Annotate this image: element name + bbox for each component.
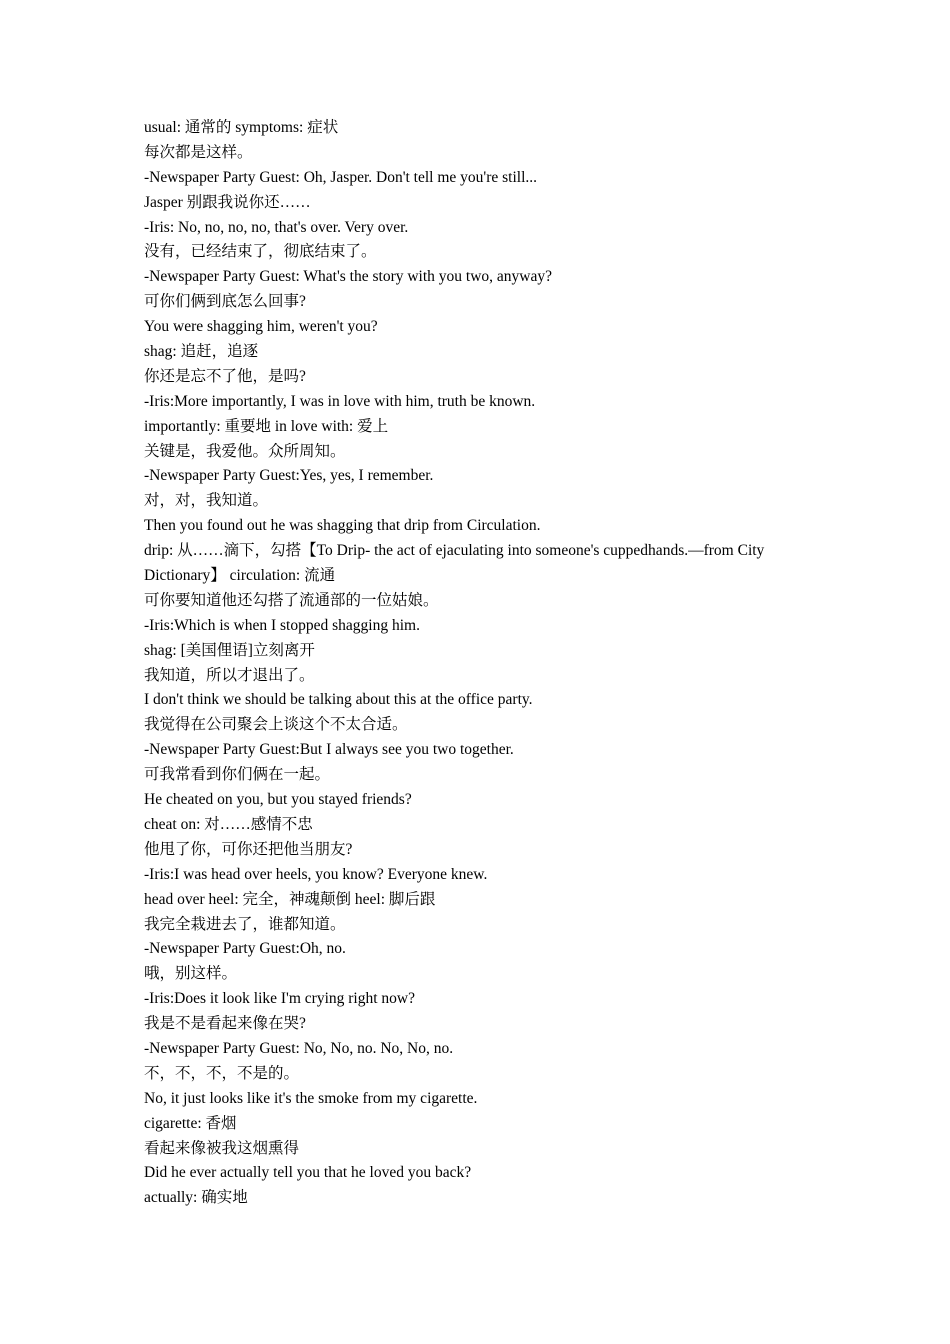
text-line: -Newspaper Party Guest:Oh, no. — [144, 940, 346, 958]
text-line: 看起来像被我这烟熏得 — [144, 1139, 300, 1157]
text-line: cigarette: 香烟 — [144, 1114, 237, 1132]
text-line: -Newspaper Party Guest: Oh, Jasper. Don't tell me you're still... — [144, 168, 538, 186]
text-line: I don't think we should be talking about this at the office party. — [144, 691, 533, 709]
text-line: -Newspaper Party Guest:But I always see you two together. — [144, 741, 514, 759]
text-line: -Iris:Does it look like I'm crying right now? — [144, 990, 415, 1008]
text-line: importantly: 重要地 in love with: 爱上 — [144, 417, 389, 435]
text-line: He cheated on you, but you stayed friends? — [144, 791, 412, 809]
text-line: shag: 追赶，追逐 — [144, 343, 259, 361]
text-line: -Iris:I was head over heels, you know? Everyone knew. — [144, 865, 488, 883]
text-line: -Iris: No, no, no, no, that's over. Very over. — [144, 218, 409, 236]
text-line: 每次都是这样。 — [144, 143, 253, 161]
text-line: 我是不是看起来像在哭? — [144, 1015, 306, 1033]
text-line: cheat on: 对……感情不忠 — [144, 815, 313, 833]
text-line: 他甩了你，可你还把他当朋友? — [144, 840, 353, 858]
text-line: Then you found out he was shagging that drip from Circulation. — [144, 517, 541, 535]
text-line: usual: 通常的 symptoms: 症状 — [144, 119, 339, 136]
text-line: -Iris:More importantly, I was in love with him, truth be known. — [144, 392, 536, 410]
text-line: Jasper 别跟我说你还…… — [144, 193, 311, 211]
text-line: drip: 从……滴下，勾搭【To Drip- the act of ejaculating into someone's cuppedhands.—from City — [144, 542, 765, 560]
text-line: 没有，已经结束了，彻底结束了。 — [144, 243, 377, 261]
text-line: 不，不，不，不是的。 — [144, 1064, 300, 1082]
text-line: head over heel: 完全，神魂颠倒 heel: 脚后跟 — [144, 890, 436, 908]
text-line: Did he ever actually tell you that he loved you back? — [144, 1164, 472, 1182]
text-line: You were shagging him, weren't you? — [144, 318, 378, 336]
text-line: -Newspaper Party Guest: What's the story with you two, anyway? — [144, 268, 553, 286]
text-line: 哦，别这样。 — [144, 965, 238, 983]
text-line: -Newspaper Party Guest:Yes, yes, I remember. — [144, 467, 434, 485]
text-line: Dictionary】 circulation: 流通 — [144, 567, 336, 585]
text-line: actually: 确实地 — [144, 1189, 248, 1207]
text-line: 可我常看到你们俩在一起。 — [144, 766, 331, 784]
text-line: -Newspaper Party Guest: No, No, no. No, No, no. — [144, 1039, 454, 1057]
text-line: 我觉得在公司聚会上谈这个不太合适。 — [144, 716, 408, 734]
text-line: 我完全栽进去了，谁都知道。 — [144, 915, 346, 933]
text-line: 我知道，所以才退出了。 — [144, 666, 315, 684]
text-line: shag: [美国俚语]立刻离开 — [144, 641, 315, 659]
text-line: 你还是忘不了他，是吗? — [144, 367, 306, 385]
text-line: 对，对，我知道。 — [144, 492, 269, 510]
text-line: 关键是，我爱他。众所周知。 — [144, 442, 346, 460]
text-line: No, it just looks like it's the smoke from my cigarette. — [144, 1089, 478, 1107]
document-page — [144, 116, 824, 1211]
text-line: -Iris:Which is when I stopped shagging him. — [144, 616, 420, 634]
text-line: 可你们俩到底怎么回事? — [144, 293, 306, 311]
text-line: 可你要知道他还勾搭了流通部的一位姑娘。 — [144, 591, 439, 609]
